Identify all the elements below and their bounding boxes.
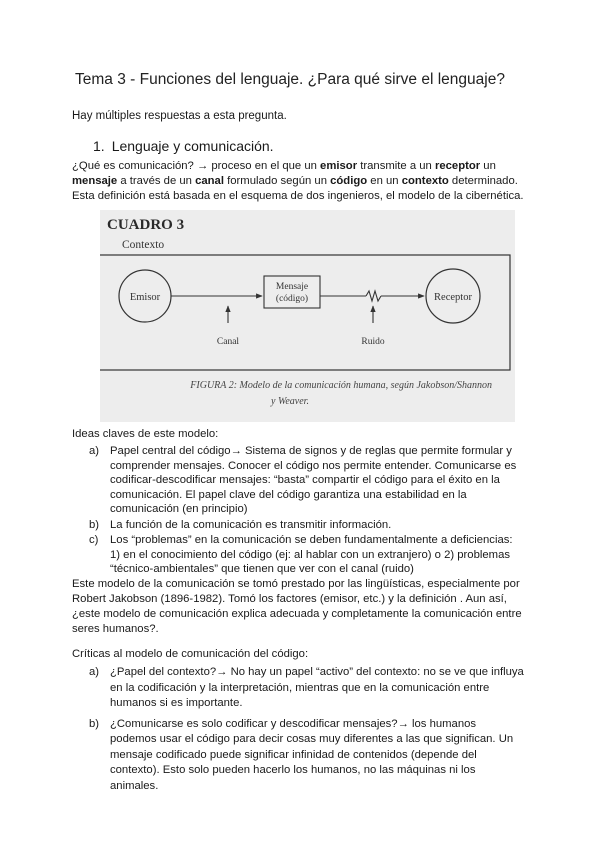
list-item [72,533,524,577]
definition-text: a través de un [117,175,196,187]
figure-heading: CUADRO 3 [107,217,185,233]
ideas-label: Ideas claves de este modelo: [72,428,219,440]
context-label: Contexto [122,239,165,251]
definition-text: ¿Qué es comunicación? → proceso en el que un [72,160,321,172]
term-canal: canal [195,175,224,187]
intro-text: Hay múltiples respuestas a esta pregunta. [72,110,287,122]
communication-model-figure [100,210,515,422]
criticas-list [72,665,524,794]
noise-zigzag [366,291,381,301]
page-title: Tema 3 - Funciones del lenguaje. ¿Para qué sirve el lenguaje? [75,71,505,88]
term-emisor: emisor [320,160,358,172]
list-item-text: Papel central del código→ Sistema de signos y de reglas que permite formular y comprender mensajes. Conocer el código nos permite entender. Comunicarse es codificar-descodificar mensajes: “basta” compartir el código para el éxito en la comunicación. El papel clave del código garantiza una estabilidad en la comunicación (en principio) [110,445,517,515]
communication-diagram [100,210,515,422]
jakobson-paragraph: Este modelo de la comunicación se tomó prestado por las lingüísticas, especialmente por Robert Jakobson (1896-1982). Tomó los factores (emisor, etc.) y la definición . Aun así, ¿este modelo de comunicación explica adecuada y completamente la comunicación entre seres humanos?. [72,578,522,635]
definition-text: un [480,160,496,172]
definition-text: determinado. Esta definición está basada en el esquema de dos ingenieros, el modelo de la cibernética. [72,175,524,202]
list-marker: c) [89,534,99,546]
list-marker: b) [89,518,100,531]
list-marker: a) [89,445,100,457]
section-title: Lenguaje y comunicación. [111,138,274,154]
term-receptor: receptor [434,160,481,172]
list-item [72,665,524,712]
definition-text: formulado según un [223,175,331,187]
figure-caption: FIGURA 2: Modelo de la comunicación humana, según Jakobson/Shannon [190,380,492,391]
ideas-list [72,444,524,577]
list-item [72,717,524,795]
section-heading [93,138,274,154]
emisor-label: Emisor [129,292,161,303]
receptor-label: Receptor [434,292,472,303]
figure-caption-line2: y Weaver. [271,396,309,407]
context-frame [100,255,510,370]
list-item [72,518,524,533]
definition-paragraph [72,159,524,204]
list-item-text: La función de la comunicación es transmitir información. [110,518,392,531]
definition-text: en un [367,175,402,187]
ruido-label: Ruido [361,337,385,347]
canal-label: Canal [216,337,240,347]
term-codigo: código [330,175,368,187]
term-contexto: contexto [401,175,449,187]
term-mensaje: mensaje [72,175,118,187]
list-item-text: ¿Papel del contexto?→ No hay un papel “activo” del contexto: no se ve que influya en la codificación y la interpretación, mientras que en la comunicación entre humanos si es importante. [110,666,524,709]
list-item [72,444,524,517]
list-item-text: ¿Comunicarse es solo codificar y descodificar mensajes?→ los humanos podemos usar el código para decir cosas muy diferentes a las que significan. Un mensaje codificado puede significar infinidad de contenidos (depende del contexto). Esto solo pueden hacerlo los humanos, no las máquinas ni los animales. [110,717,514,792]
section-number: 1. [93,138,105,154]
list-marker: b) [89,717,100,730]
list-item-text: Los “problemas” en la comunicación se deben fundamentalmente a deficiencias: 1) en el conocimiento del código (ej: al hablar con un extranjero) o 2) problemas “técnico-ambientales” que tienen que ver con el canal (ruido) [110,534,513,575]
criticas-label: Críticas al modelo de comunicación del código: [72,648,309,660]
list-marker: a) [89,666,100,678]
codigo-label: (código) [275,294,309,304]
mensaje-label: Mensaje [275,282,309,292]
definition-text: transmite a un [357,160,435,172]
